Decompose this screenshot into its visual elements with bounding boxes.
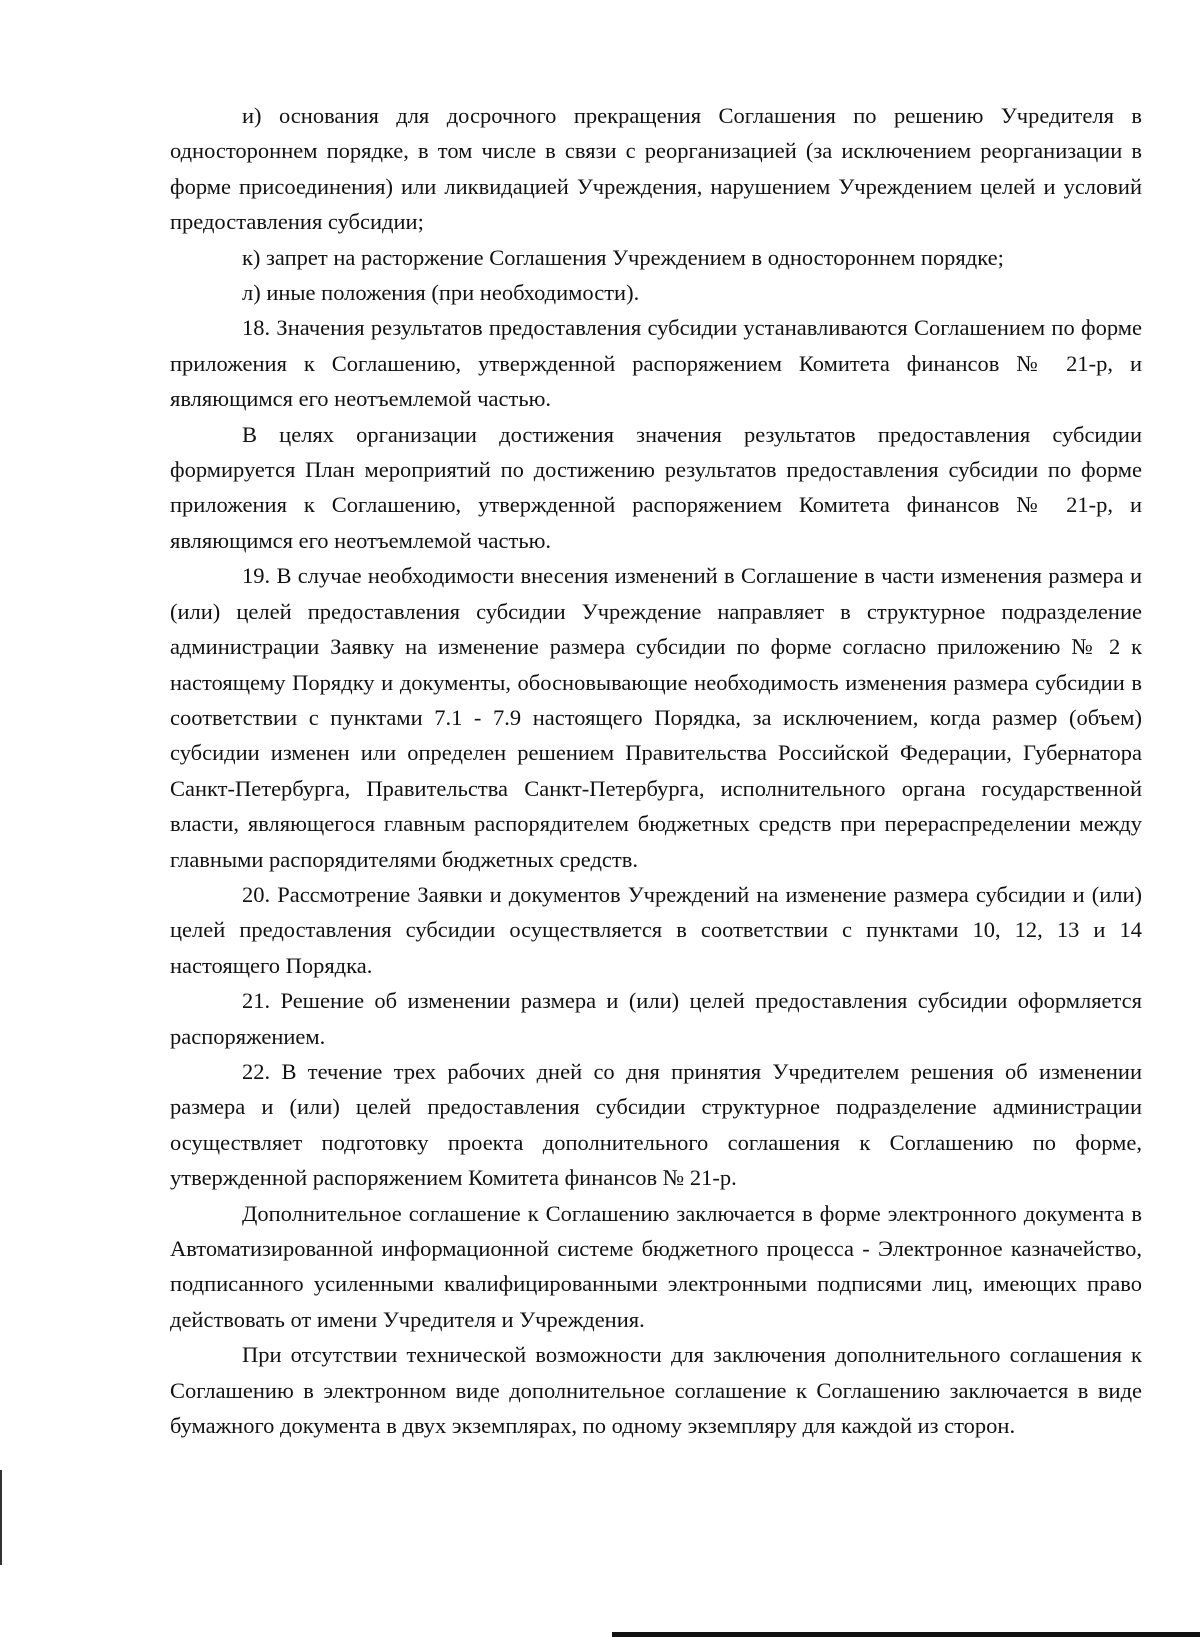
- paragraph-22-paper: При отсутствии технической возможности для заключения дополнительного соглашения к Соглашению в электронном виде дополнительное соглашение к Соглашению заключается в виде бумажного документа в двух экземплярах, по одному экземпляру для каждой из сторон.: [170, 1342, 1142, 1439]
- paragraph-17-i: и) основания для досрочного прекращения Соглашения по решению Учредителя в одностороннем порядке, в том числе в связи с реорганизацией (за исключением реорганизации в форме присоединения) или ликвидацией Учреждения, нарушением Учреждением целей и условий предоставления субсидии;: [170, 103, 1142, 235]
- paragraph-20: 20. Рассмотрение Заявки и документов Учреждений на изменение размера субсидии и (или) целей предоставления субсидии осуществляется в соответствии с пунктами 10, 12, 13 и 14 настоящего Порядка.: [170, 881, 1142, 978]
- paragraph-21: 21. Решение об изменении размера и (или) целей предоставления субсидии оформляется распоряжением.: [170, 988, 1142, 1049]
- paragraph-22-electronic: Дополнительное соглашение к Соглашению заключается в форме электронного документа в Автоматизированной информационной системе бюджетного процесса - Электронное казначейство, подписанного усиленными квалифицированными электронными подписями лиц, имеющих право действовать от имени Учредителя и Учреждения.: [170, 1200, 1142, 1332]
- scan-bottom-edge: [612, 1632, 1200, 1637]
- paragraph-19: 19. В случае необходимости внесения изменений в Соглашение в части изменения размера и (или) целей предоставления субсидии Учреждение направляет в структурное подразделение администрации Заявку на изменение размера субсидии по форме согласно приложению № 2 к настоящему Порядку и документы, обосновывающие необходимость изменения размера субсидии в соответствии с пунктами 7.1 - 7.9 настоящего Порядка, за исключением, когда размер (объем) субсидии изменен или определен решением Правительства Российской Федерации, Губернатора Санкт-Петербурга, Правительства Санкт-Петербурга, исполнительного органа государственной власти, являющегося главным распорядителем бюджетных средств при перераспределении между главными распорядителями бюджетных средств.: [170, 563, 1142, 872]
- scan-edge-mark: [0, 1470, 2, 1565]
- paragraph-18: 18. Значения результатов предоставления субсидии устанавливаются Соглашением по форме приложения к Соглашению, утвержденной распоряжением Комитета финансов № 21-р, и являющимся его неотъемлемой частью.: [170, 315, 1142, 412]
- paragraph-22: 22. В течение трех рабочих дней со дня принятия Учредителем решения об изменении размера и (или) целей предоставления субсидии структурное подразделение администрации осуществляет подготовку проекта дополнительного соглашения к Соглашению по форме, утвержденной распоряжением Комитета финансов № 21-р.: [170, 1058, 1142, 1191]
- paragraph-17-l: л) иные положения (при необходимости).: [242, 280, 640, 306]
- paragraph-18-plan: В целях организации достижения значения результатов предоставления субсидии формируется План мероприятий по достижению результатов предоставления субсидии по форме приложения к Соглашению, утвержденной распоряжением Комитета финансов № 21-р, и являющимся его неотъемлемой частью.: [170, 421, 1142, 553]
- paragraph-17-k: к) запрет на расторжение Соглашения Учреждением в одностороннем порядке;: [242, 244, 1004, 270]
- document-body: [170, 98, 1142, 1443]
